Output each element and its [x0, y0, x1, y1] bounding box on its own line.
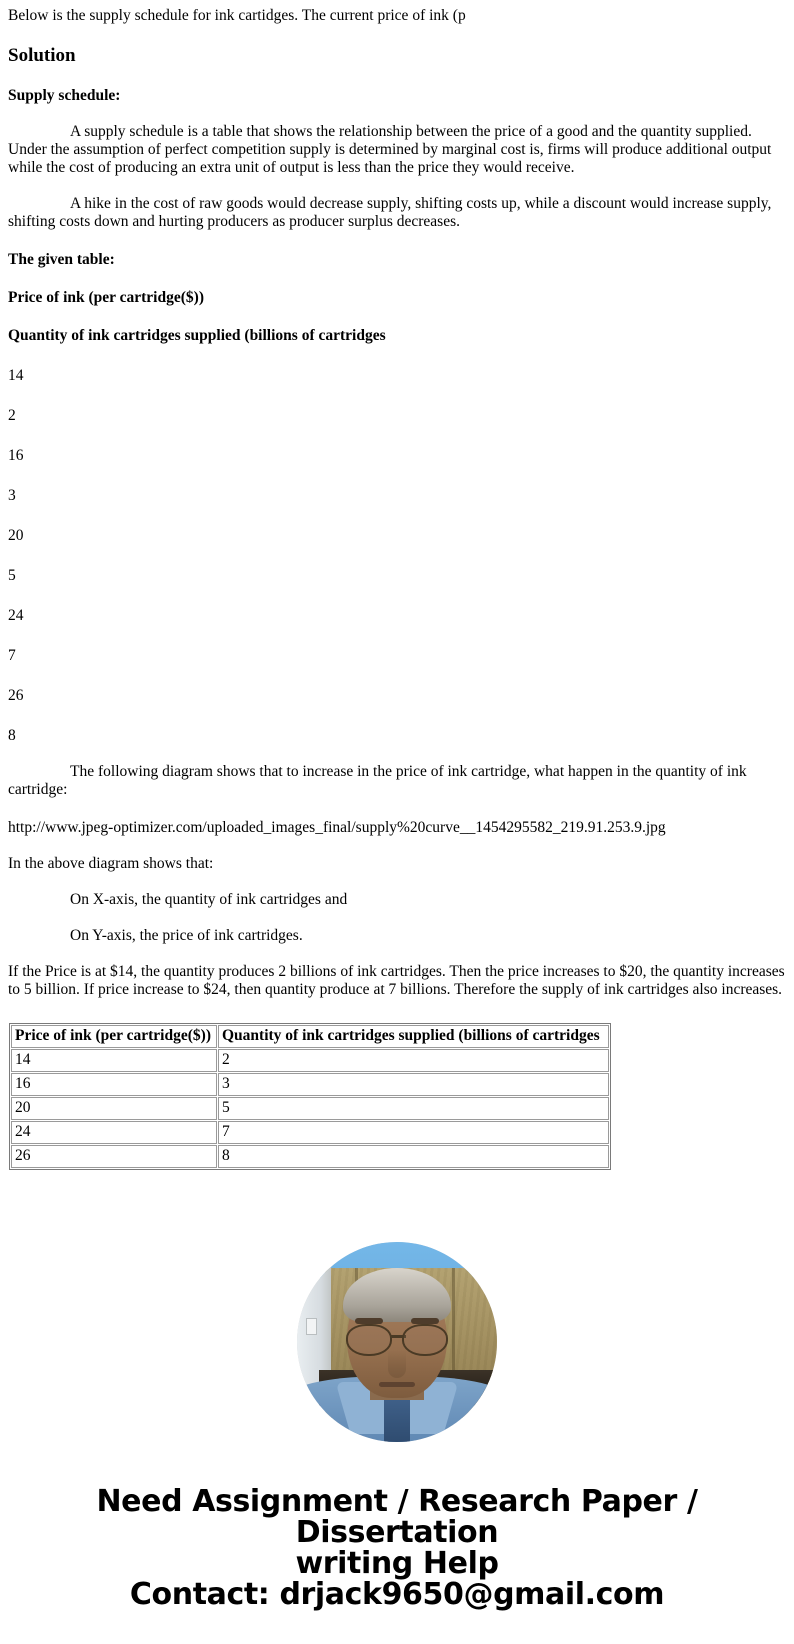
number-list-item: 20 — [8, 527, 24, 544]
paragraph-supply-definition-text: A supply schedule is a table that shows the relationship between the price of a good and the quantity supplied. Under the assumption of perfect competition supply is determined by marginal cost is, firms will produce additional output while the cost of producing an extra unit of output is less than the price they would receive. — [8, 123, 772, 176]
quantity-header-line: Quantity of ink cartridges supplied (billions of cartridges — [8, 327, 386, 344]
table-header-row — [11, 1025, 609, 1048]
avatar-lens-right — [402, 1324, 448, 1356]
solution-heading: Solution — [8, 45, 76, 66]
number-list-item: 14 — [8, 367, 24, 384]
paragraph-cost-hike-text: A hike in the cost of raw goods would decrease supply, shifting costs up, while a discount would increase supply, shifting costs down and hurting producers as producer surplus decreases. — [8, 195, 772, 230]
paragraph-supply-definition — [0, 123, 794, 177]
cell-price: 16 — [11, 1073, 217, 1096]
paragraph-price-quantity-analysis: If the Price is at $14, the quantity produces 2 billions of ink cartridges. Then the price increases to $20, the quantity increases to 5 billion. If price increase to $24, then quantity produce at 7 billions. Therefore the supply of ink cartridges also increases. — [8, 963, 785, 998]
avatar-nose — [388, 1350, 406, 1378]
y-axis-note: On Y-axis, the price of ink cartridges. — [70, 927, 303, 944]
intro-paragraph: Below is the supply schedule for ink cartidges. The current price of ink (p — [8, 7, 466, 24]
number-list-item: 16 — [8, 447, 24, 464]
table-row — [11, 1097, 609, 1120]
cell-quantity: 2 — [218, 1049, 609, 1072]
paragraph-diagram-intro — [0, 763, 794, 799]
paragraph-diagram-intro-text: The following diagram shows that to increase in the price of ink cartridge, what happen in the quantity of ink cartridge: — [8, 763, 747, 798]
cell-quantity: 3 — [218, 1073, 609, 1096]
bottom-spacer — [0, 1610, 794, 1644]
diagram-description-intro: In the above diagram shows that: — [8, 855, 214, 872]
cell-price: 20 — [11, 1097, 217, 1120]
table-row — [11, 1145, 609, 1168]
number-list-item: 7 — [8, 647, 16, 664]
avatar-light-switch — [306, 1318, 317, 1335]
avatar-lens-left — [346, 1324, 392, 1356]
diagram-image-url[interactable]: http://www.jpeg-optimizer.com/uploaded_images_final/supply%20curve__1454295582_219.91.253.9.jpg — [8, 819, 666, 836]
footer-line-2: writing Help — [295, 1546, 499, 1581]
table-row — [11, 1049, 609, 1072]
cell-quantity: 8 — [218, 1145, 609, 1168]
table-row — [11, 1121, 609, 1144]
cell-price: 14 — [11, 1049, 217, 1072]
table-header-price: Price of ink (per cartridge($)) — [11, 1025, 217, 1048]
given-table-heading: The given table: — [8, 251, 115, 268]
avatar-container — [0, 1242, 794, 1442]
cell-quantity: 7 — [218, 1121, 609, 1144]
number-list-item: 3 — [8, 487, 16, 504]
x-axis-note: On X-axis, the quantity of ink cartridges and — [70, 891, 348, 908]
price-header-line: Price of ink (per cartridge($)) — [8, 289, 204, 306]
supply-schedule-table — [9, 1023, 611, 1170]
table-row — [11, 1073, 609, 1096]
number-list-item: 2 — [8, 407, 16, 424]
avatar — [297, 1242, 497, 1442]
table-header-quantity: Quantity of ink cartridges supplied (billions of cartridges — [218, 1025, 609, 1048]
cell-quantity: 5 — [218, 1097, 609, 1120]
cell-price: 26 — [11, 1145, 217, 1168]
paragraph-cost-hike — [0, 195, 794, 231]
cell-price: 24 — [11, 1121, 217, 1144]
footer-contact-email[interactable]: Contact: drjack9650@gmail.com — [129, 1577, 665, 1612]
number-list-item: 26 — [8, 687, 24, 704]
footer-promo — [0, 1486, 794, 1610]
number-list-item: 5 — [8, 567, 16, 584]
avatar-mouth — [379, 1382, 415, 1387]
document-page — [0, 6, 794, 1644]
number-list-item: 24 — [8, 607, 24, 624]
supply-schedule-heading: Supply schedule: — [8, 87, 121, 104]
footer-line-1: Need Assignment / Research Paper / Dissertation — [96, 1484, 698, 1550]
number-list-item: 8 — [8, 727, 16, 744]
